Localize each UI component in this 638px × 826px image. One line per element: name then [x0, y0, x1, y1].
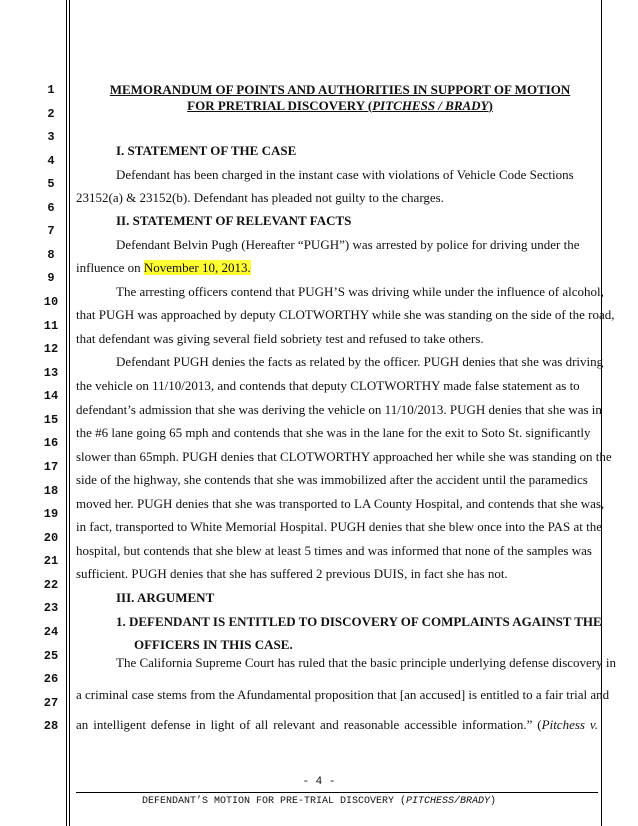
body-line: side of the highway, she contends that she was immobilized after the accident until the paramedics	[76, 472, 588, 487]
body-line: Defendant PUGH denies the facts as related by the officer. PUGH denies that she was driving	[116, 354, 604, 369]
body-line: 23152(a) & 23152(b). Defendant has pleaded not guilty to the charges.	[76, 190, 444, 205]
line-number: 17	[43, 460, 59, 474]
line-number: 27	[43, 696, 59, 710]
memorandum-title-line2	[80, 98, 600, 114]
line-number: 20	[43, 531, 59, 545]
page-number: - 4 -	[302, 776, 336, 788]
line-number: 2	[47, 107, 55, 121]
line-number: 13	[43, 366, 59, 380]
body-line: The arresting officers contend that PUGH’S was driving while under the influence of alcohol,	[116, 284, 604, 299]
title-line2-italic: PITCHESS / BRADY	[372, 98, 489, 113]
line-number: 16	[43, 436, 59, 450]
left-margin-rule-inner	[69, 0, 70, 826]
line-number: 3	[47, 130, 55, 144]
body-line: that PUGH was approached by deputy CLOTWORTHY while she was standing on the side of the road,	[76, 307, 615, 322]
line-number: 15	[43, 413, 59, 427]
title-line2-close: )	[488, 98, 493, 113]
line-number: 22	[43, 578, 59, 592]
line-number: 19	[43, 507, 59, 521]
footer-caption	[0, 796, 638, 808]
title-line2-text: FOR PRETRIAL DISCOVERY (	[187, 98, 373, 113]
body-line	[76, 260, 251, 276]
line-number: 5	[47, 177, 55, 191]
body-line: the vehicle on 11/10/2013, and contends that deputy CLOTWORTHY made false statement as to	[76, 378, 580, 393]
line-number: 1	[47, 83, 55, 97]
line-number: 7	[47, 224, 55, 238]
line-number: 9	[47, 271, 55, 285]
line-number: 28	[43, 719, 59, 733]
section-heading-statement-of-case: I. STATEMENT OF THE CASE	[116, 143, 297, 158]
body-line: slower than 65mph. PUGH denies that CLOTWORTHY approached her while she was standing on the	[76, 449, 612, 464]
line-number: 18	[43, 484, 59, 498]
body-line: Defendant has been charged in the instant case with violations of Vehicle Code Sections	[116, 167, 574, 182]
body-line: defendant’s admission that she was deriving the vehicle on 11/10/2013. PUGH denies that she was in	[76, 402, 602, 417]
body-line: in fact, transported to White Memorial Hospital. PUGH denies that she blew once into the PAS at the	[76, 519, 603, 534]
line-number: 8	[47, 248, 55, 262]
footer-caption-text: DEFENDANT’S MOTION FOR PRE-TRIAL DISCOVERY (	[141, 796, 406, 807]
body-line: moved her. PUGH denies that she was transported to LA County Hospital, and contends that she was,	[76, 496, 605, 511]
left-margin-rule-outer	[66, 0, 67, 826]
body-line: the #6 lane going 65 mph and contends that she was in the lane for the exit to Soto St. significantly	[76, 425, 591, 440]
body-line: hospital, but contends that she blew at least 5 times and was informed that none of the samples was	[76, 543, 592, 558]
case-citation: Pitchess v.	[541, 717, 598, 732]
line-number: 4	[47, 154, 55, 168]
body-line: a criminal case stems from the Afundamental proposition that [an accused] is entitled to a fair trial and	[76, 687, 610, 702]
highlighted-date: November 10, 2013.	[143, 260, 251, 275]
memorandum-title-line1: MEMORANDUM OF POINTS AND AUTHORITIES IN SUPPORT OF MOTION	[109, 82, 571, 97]
line-number: 12	[43, 342, 59, 356]
body-text: influence on	[76, 260, 144, 275]
line-number: 25	[43, 649, 59, 663]
body-text: an intelligent defense in light of all relevant and reasonable accessible information.” (	[76, 717, 542, 732]
body-line: that defendant was giving several field sobriety test and refused to take others.	[76, 331, 484, 346]
body-line	[76, 717, 598, 733]
line-number: 26	[43, 672, 59, 686]
body-line: sufficient. PUGH denies that she has suffered 2 previous DUIS, in fact she has not.	[76, 566, 508, 581]
line-number: 6	[47, 201, 55, 215]
body-line: Defendant Belvin Pugh (Hereafter “PUGH”) was arrested by police for driving under the	[116, 237, 580, 252]
footer-caption-close: )	[490, 796, 497, 807]
line-number: 14	[43, 389, 59, 403]
line-number: 23	[43, 601, 59, 615]
subheading-line1: 1. DEFENDANT IS ENTITLED TO DISCOVERY OF COMPLAINTS AGAINST THE	[116, 614, 602, 629]
line-number: 10	[43, 295, 59, 309]
line-number: 24	[43, 625, 59, 639]
section-heading-argument: III. ARGUMENT	[116, 590, 215, 605]
body-line: The California Supreme Court has ruled that the basic principle underlying defense discovery in	[116, 655, 616, 670]
section-heading-relevant-facts: II. STATEMENT OF RELEVANT FACTS	[116, 213, 352, 228]
line-number: 11	[43, 319, 59, 333]
footer-rule	[76, 792, 598, 793]
footer-caption-italic: PITCHESS/BRADY	[406, 796, 491, 807]
subheading-line2: OFFICERS IN THIS CASE.	[134, 637, 293, 652]
line-number: 21	[43, 554, 59, 568]
